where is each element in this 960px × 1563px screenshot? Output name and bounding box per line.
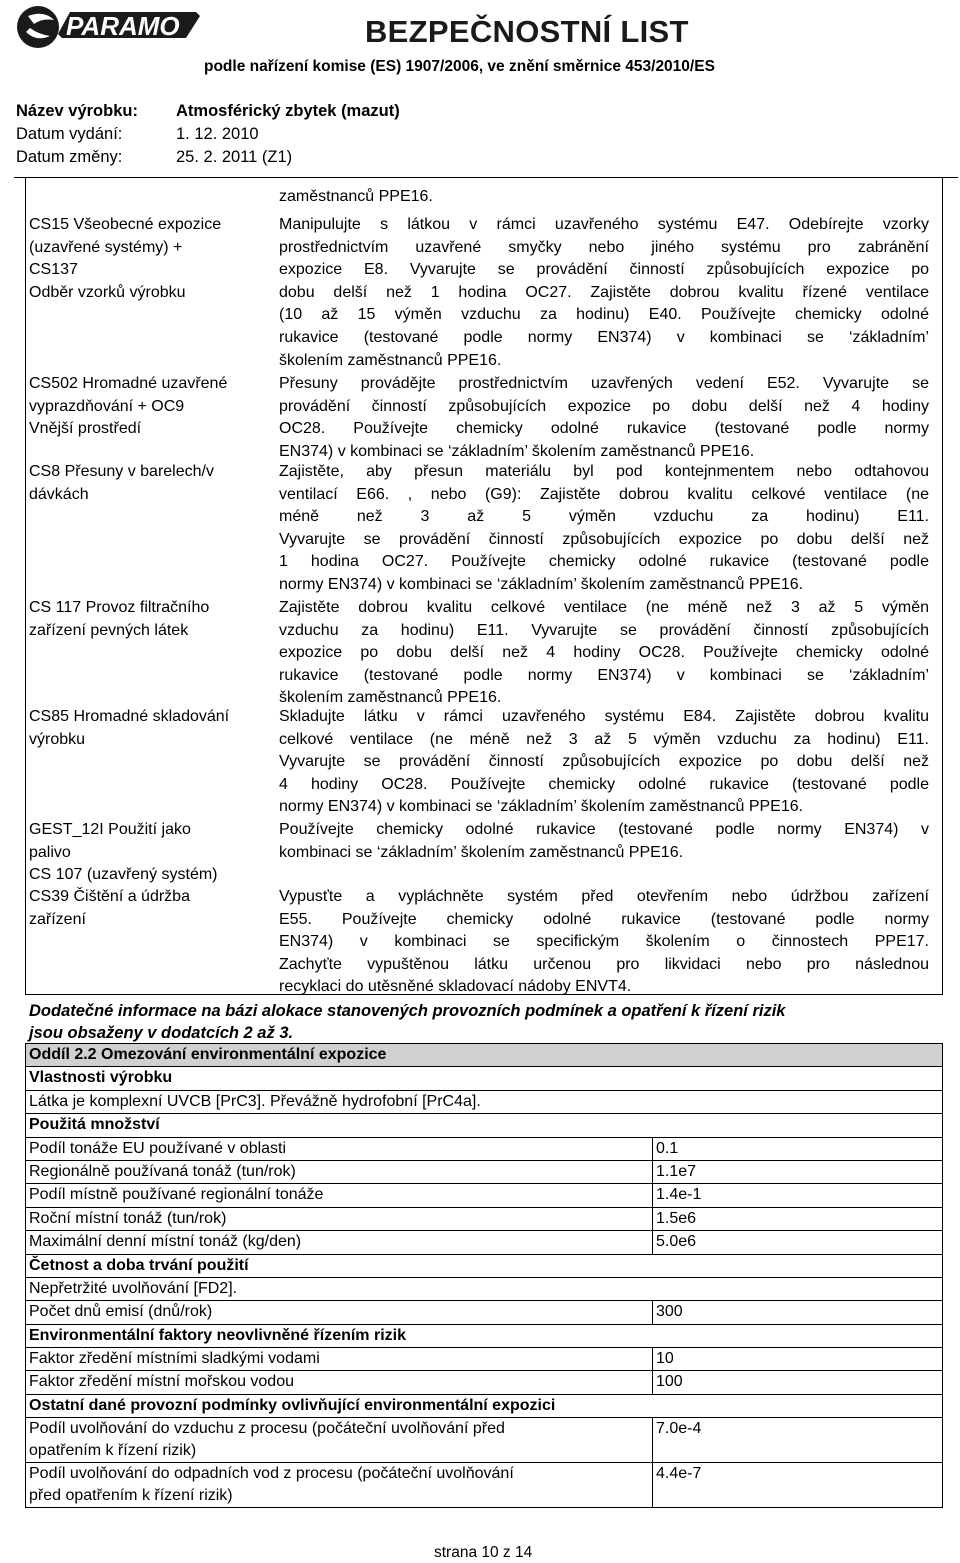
- table-row: [26, 1325, 942, 1348]
- scenario-measure-line: normy EN374) v kombinaci se ‘základním’ školením zaměstnanců PPE16.: [279, 798, 804, 816]
- row-value: 1.1e7: [652, 1161, 916, 1183]
- scenario-measure-line: expozice E8. Vyvarujte se provádění činností způsobujících expozice po: [279, 261, 929, 279]
- scenario-measure-line: kombinaci se ‘základním’ školením zaměstnanců PPE16.: [279, 843, 684, 861]
- table-row: [26, 1067, 942, 1090]
- scenario-measure-line: (10 až 15 výměn vzduchu za hodinu) E40. Používejte chemicky odolné: [279, 306, 929, 324]
- scenario-measures: [279, 819, 929, 864]
- row-value: 4.4e-7: [652, 1463, 916, 1507]
- row-label-line: Podíl uvolňování do vzduchu z procesu (počáteční uvolňování před: [29, 1420, 505, 1438]
- issue-date-value: 1. 12. 2010: [176, 125, 259, 143]
- row-label: Oddíl 2.2 Omezování environmentální expozice: [29, 1046, 387, 1063]
- scenario-label-line: CS502 Hromadné uzavřené: [29, 375, 228, 392]
- change-date-label: Datum změny:: [16, 148, 123, 166]
- table-row: [26, 1044, 942, 1067]
- scenario-measure-line: Přesuny provádějte prostřednictvím uzavřených vedení E52. Vyvarujte se: [279, 375, 929, 392]
- row-value: 7.0e-4: [652, 1418, 916, 1462]
- table-row: [26, 1208, 942, 1231]
- scenario-label-line: dávkách: [29, 485, 89, 503]
- row-value: 5.0e6: [652, 1231, 916, 1253]
- scenario-label-line: CS85 Hromadné skladování: [29, 708, 230, 725]
- scenario-measure-line: celkové ventilace (ne méně než 3 až 5 výměn vzduchu za hodinu) E11.: [279, 730, 929, 748]
- row-label: Podíl místně používané regionální tonáže: [29, 1186, 324, 1204]
- row-label: Faktor zředění místní mořskou vodou: [29, 1373, 294, 1391]
- scenario-label-line: CS137: [29, 261, 78, 279]
- row-label: Látka je komplexní UVCB [PrC3]. Převážně hydrofobní [PrC4a].: [29, 1092, 481, 1110]
- scenario-label: [29, 706, 229, 751]
- scenario-measure-line: Vyvarujte se provádění činností způsobujících expozice po dobu delší než: [279, 530, 929, 548]
- scenario-label-line: zařízení: [29, 910, 86, 928]
- scenario-label-line: Odběr vzorků výrobku: [29, 283, 186, 301]
- logo-text: PARAMO: [66, 11, 180, 41]
- scenario-measure-line: EN374) v kombinaci se specifickým školením o činnostech PPE17.: [279, 933, 929, 951]
- scenario-measure-line: expozice po dobu delší než 4 hodiny OC28. Používejte chemicky odolné: [279, 644, 929, 662]
- change-date-value: 25. 2. 2011 (Z1): [176, 148, 293, 166]
- scenario-measures: [279, 186, 929, 209]
- scenario-measure-line: normy EN374) v kombinaci se ‘základním’ školením zaměstnanců PPE16.: [279, 575, 804, 593]
- scenario-label-line: CS15 Všeobecné expozice: [29, 216, 222, 233]
- row-label: Regionálně používaná tonáž (tun/rok): [29, 1162, 296, 1180]
- row-value: 1.5e6: [652, 1208, 916, 1230]
- scenario-measures: [279, 461, 929, 597]
- scenario-measures: [279, 597, 929, 710]
- table-row: [26, 1114, 942, 1137]
- table-row: [26, 1395, 942, 1418]
- row-label: Počet dnů emisí (dnů/rok): [29, 1303, 213, 1321]
- table-row: [26, 1278, 942, 1301]
- row-label: Vlastnosti výrobku: [29, 1069, 173, 1087]
- scenario-label: [29, 373, 227, 441]
- scenario-label-line: CS39 Čištění a údržba: [29, 888, 190, 905]
- row-label: Ostatní dané provozní podmínky ovlivňující environmentální expozici: [29, 1396, 556, 1414]
- table-row: [26, 1418, 942, 1463]
- scenario-label-line: Vnější prostředí: [29, 420, 142, 438]
- scenario-measure-line: provádění činností způsobujících expozice po dobu delší než 4 hodiny: [279, 397, 929, 415]
- row-value: 300: [652, 1301, 916, 1323]
- scenario-label-line: CS 107 (uzavřený systém): [29, 866, 218, 884]
- scenario-measure-line: EN374) v kombinaci se ‘základním’ školením zaměstnanců PPE16.: [279, 442, 755, 460]
- table-row: [26, 1301, 942, 1324]
- row-label: Použitá množství: [29, 1116, 160, 1134]
- table-row: [26, 1371, 942, 1394]
- scenario-measures: [279, 214, 929, 372]
- scenario-measure-line: rukavice (testované podle normy EN374) v kombinaci se ‘základním’: [279, 666, 929, 684]
- scenario-label-line: CS8 Přesuny v barelech/v: [29, 463, 214, 480]
- scenario-label: [29, 461, 214, 506]
- note-line-2: jsou obsaženy v dodatcích 2 až 3.: [29, 1024, 294, 1042]
- scenario-measure-line: školením zaměstnanců PPE16.: [279, 351, 502, 369]
- product-name-value: Atmosférický zbytek (mazut): [176, 102, 400, 120]
- scenario-label: [29, 597, 209, 642]
- scenario-measure-line: E55. Používejte chemicky odolné rukavice (testované podle normy: [279, 910, 929, 928]
- scenario-measure-line: ventilací E66. , nebo (G9): Zajistěte dobrou kvalitu celkové ventilace (ne: [279, 485, 929, 503]
- product-name-label: Název výrobku:: [16, 102, 138, 120]
- issue-date-label: Datum vydání:: [16, 125, 123, 143]
- row-label: Četnost a doba trvání použití: [29, 1256, 249, 1274]
- scenario-label: [29, 819, 218, 887]
- scenario-label: [29, 886, 190, 931]
- table-row: [26, 1463, 942, 1507]
- scenario-measure-line: Zachyťte vypuštěnou látku určenou pro likvidaci nebo pro následnou: [279, 955, 929, 973]
- scenario-measure-line: dobu delší než 1 hodina OC27. Zajistěte dobrou kvalitu řízené ventilace: [279, 283, 929, 301]
- table-row: [26, 1138, 942, 1161]
- row-value: 1.4e-1: [652, 1184, 916, 1206]
- scenario-measure-line: 4 hodiny OC28. Používejte chemicky odolné rukavice (testované podle: [279, 775, 929, 793]
- row-value: 0.1: [652, 1138, 916, 1160]
- row-label: Environmentální faktory neovlivněné řízením rizik: [29, 1326, 406, 1344]
- scenario-measure-line: Vypusťte a vypláchněte systém před otevřením nebo údržbou zařízení: [279, 888, 929, 905]
- scenario-label-line: (uzavřené systémy) +: [29, 238, 183, 256]
- scenario-measures: [279, 886, 929, 999]
- scenario-measure-line: Skladujte látku v rámci uzavřeného systému E84. Zajistěte dobrou kvalitu: [279, 708, 929, 725]
- table-row: [26, 1184, 942, 1207]
- scenario-label: [29, 214, 221, 304]
- additional-info-note: [29, 1000, 785, 1044]
- scenario-measure-line: Používejte chemicky odolné rukavice (testované podle normy EN374) v: [279, 821, 929, 838]
- row-label: [29, 1463, 514, 1507]
- paramo-logo: [14, 4, 204, 50]
- scenario-measure-line: Zajistěte, aby přesun materiálu byl pod kontejnmentem nebo odtahovou: [279, 463, 929, 480]
- row-label: Podíl tonáže EU používané v oblasti: [29, 1139, 287, 1157]
- scenario-measures: [279, 373, 929, 463]
- scenario-measure-line: méně než 3 až 5 výměn vzduchu za hodinu) E11.: [279, 508, 929, 526]
- scenario-measures: [279, 706, 929, 819]
- scenario-label-line: vyprazdňování + OC9: [29, 397, 185, 415]
- row-label-line: před opatřením k řízení rizik): [29, 1487, 233, 1505]
- scenario-measure-line: školením zaměstnanců PPE16.: [279, 689, 502, 707]
- row-label: [29, 1418, 505, 1462]
- scenario-label-line: GEST_12I Použití jako: [29, 821, 191, 838]
- page-number: strana 10 z 14: [434, 1544, 533, 1561]
- scenario-measure-line: prostřednictvím uzavřené smyčky nebo jiného systému pro zabránění: [279, 238, 929, 256]
- row-label-line: opatřením k řízení rizik): [29, 1442, 197, 1460]
- table-row: [26, 1161, 942, 1184]
- scenario-measure-line: OC28. Používejte chemicky odolné rukavice (testované podle normy: [279, 420, 929, 438]
- scenario-label-line: CS 117 Provoz filtračního: [29, 599, 210, 616]
- document-subtitle: podle nařízení komise (ES) 1907/2006, ve znění směrnice 453/2010/ES: [204, 58, 715, 75]
- scenario-measure-line: recyklaci do utěsněné skladovací nádoby ENVT4.: [279, 978, 632, 996]
- scenario-label-line: zařízení pevných látek: [29, 621, 189, 639]
- scenario-label-line: palivo: [29, 843, 71, 861]
- table-row: [26, 1231, 942, 1254]
- table-row: [26, 1348, 942, 1371]
- row-value: 100: [652, 1371, 916, 1393]
- table-row: [26, 1091, 942, 1114]
- row-value: 10: [652, 1348, 916, 1370]
- scenario-measure-line: Zajistěte dobrou kvalitu celkové ventilace (ne méně než 3 až 5 výměn: [279, 599, 929, 616]
- scenario-measure-line: Vyvarujte se provádění činností způsobujících expozice po dobu delší než: [279, 753, 929, 771]
- scenario-measure-line: 1 hodina OC27. Používejte chemicky odolné rukavice (testované podle: [279, 553, 929, 571]
- scenario-measure-line: vzduchu za hodinu) E11. Vyvarujte se provádění činností způsobujících: [279, 621, 929, 639]
- environmental-exposure-table: [25, 1043, 943, 1508]
- row-label: Nepřetržité uvolňování [FD2].: [29, 1279, 238, 1297]
- scenario-measure-line: zaměstnanců PPE16.: [279, 188, 433, 205]
- row-label: Roční místní tonáž (tun/rok): [29, 1209, 227, 1227]
- document-title: BEZPEČNOSTNÍ LIST: [365, 14, 689, 49]
- scenario-label-line: výrobku: [29, 730, 86, 748]
- scenario-measure-line: Manipulujte s látkou v rámci uzavřeného systému E47. Odebírejte vzorky: [279, 216, 929, 233]
- note-line-1: Dodatečné informace na bázi alokace stanovených provozních podmínek a opatření k řízení rizik: [29, 1002, 786, 1020]
- row-label: Faktor zředění místními sladkými vodami: [29, 1350, 320, 1368]
- table-row: [26, 1255, 942, 1278]
- row-label: Maximální denní místní tonáž (kg/den): [29, 1233, 302, 1251]
- row-label-line: Podíl uvolňování do odpadních vod z procesu (počáteční uvolňování: [29, 1465, 514, 1483]
- scenario-measure-line: rukavice (testované podle normy EN374) v kombinaci se ‘základním’: [279, 328, 929, 346]
